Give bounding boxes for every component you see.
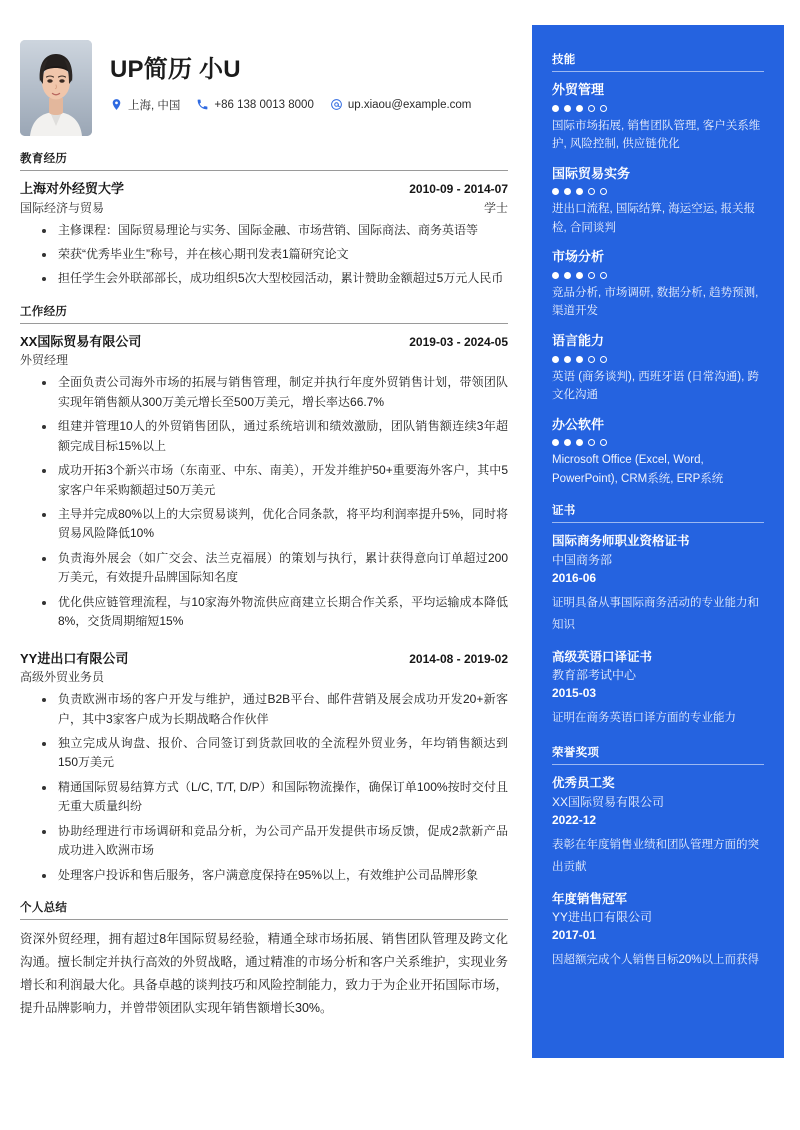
skill-item [552, 165, 764, 238]
skill-dot-filled [552, 439, 559, 446]
skill-description: 竞品分析, 市场调研, 数据分析, 趋势预测, 渠道开发 [552, 287, 759, 318]
education-school: 上海对外经贸大学 [20, 181, 125, 196]
skill-level-dots [552, 356, 764, 363]
award-issuer: XX国际贸易有限公司 [552, 794, 665, 809]
skill-item [552, 416, 764, 489]
sidebar-section-skills [552, 51, 764, 488]
skill-item [552, 248, 764, 321]
sidebar-divider [552, 764, 764, 765]
skill-dot-filled [576, 272, 583, 279]
contact-location [110, 97, 180, 113]
list-item: 全面负责公司海外市场的拓展与销售管理，制定并执行年度外贸销售计划，带领团队实现年销售额从300万美元增长至500万美元，增长率达66.7% [20, 373, 508, 412]
person-name: UP简历 小U [110, 56, 241, 83]
list-item: 负责海外展会（如广交会、法兰克福展）的策划与执行，累计获得意向订单超过200万美元，有效提升品牌国际知名度 [20, 549, 508, 588]
certificate-issuer: 中国商务部 [552, 552, 613, 567]
skill-item [552, 332, 764, 405]
section-education [20, 150, 508, 289]
certificate-name: 国际商务师职业资格证书 [552, 534, 690, 549]
skill-dot-filled [552, 356, 559, 363]
list-item: 处理客户投诉和售后服务，客户满意度保持在95%以上，有效维护公司品牌形象 [20, 866, 508, 885]
work-bullets [20, 373, 508, 631]
work-role: 高级外贸业务员 [20, 670, 105, 685]
section-title-work: 工作经历 [20, 305, 68, 318]
award-description: 因超额完成个人销售目标20%以上而获得 [552, 954, 760, 967]
skill-dot-filled [564, 356, 571, 363]
phone-icon [196, 98, 209, 111]
section-divider [20, 170, 508, 171]
award-date: 2017-01 [552, 928, 597, 943]
section-title-summary: 个人总结 [20, 902, 68, 914]
award-date: 2022-12 [552, 812, 597, 827]
education-degree: 学士 [483, 200, 508, 215]
award-name: 年度销售冠军 [552, 891, 628, 906]
section-divider [20, 919, 508, 920]
skill-level-dots [552, 272, 764, 279]
skill-dot-empty [588, 439, 595, 446]
profile-photo [20, 40, 92, 136]
certificate-issuer: 教育部考试中心 [552, 668, 637, 683]
work-entry-sub [20, 668, 508, 686]
section-work-experience [20, 303, 508, 885]
skill-dot-empty [588, 188, 595, 195]
skill-dot-filled [576, 439, 583, 446]
section-title-education: 教育经历 [20, 153, 68, 165]
skill-dot-empty [588, 356, 595, 363]
sidebar-divider [552, 522, 764, 523]
list-item: 主导并完成80%以上的大宗贸易谈判，优化合同条款，将平均利润率提升5%，同时将贸易风险降低10% [20, 505, 508, 544]
list-item: 优化供应链管理流程，与10家海外物流供应商建立长期合作关系，平均运输成本降低8%，交货周期缩短15% [20, 593, 508, 632]
certificate-description: 证明在商务英语口译方面的专业能力 [552, 712, 736, 725]
skill-description: 英语 (商务谈判), 西班牙语 (日常沟通), 跨文化沟通 [552, 370, 759, 402]
skill-name: 办公软件 [552, 416, 605, 432]
work-entry-head [20, 649, 508, 669]
list-item: 荣获“优秀毕业生”称号，并在核心期刊发表1篇研究论文 [20, 245, 508, 264]
contact-row [110, 97, 481, 113]
skill-dot-filled [576, 356, 583, 363]
award-item [552, 890, 764, 973]
skill-description: 进出口流程, 国际结算, 海运空运, 报关报检, 合同谈判 [552, 203, 756, 234]
skill-level-dots [552, 105, 764, 112]
list-item: 成功开拓3个新兴市场（东南亚、中东、南美），开发并维护50+重要海外客户，其中5家客户年采购额超过50万美元 [20, 461, 508, 500]
skill-dot-filled [564, 188, 571, 195]
skill-dot-filled [564, 272, 571, 279]
education-entry-head [20, 179, 508, 199]
award-description: 表彰在年度销售业绩和团队管理方面的突出贡献 [552, 838, 759, 873]
work-entry-head [20, 332, 508, 352]
skill-dot-filled [552, 272, 559, 279]
list-item: 主修课程：国际贸易理论与实务、国际金融、市场营销、国际商法、商务英语等 [20, 221, 508, 240]
skill-dot-empty [600, 356, 607, 363]
contact-phone [196, 98, 313, 111]
skill-item [552, 81, 764, 154]
certificate-date: 2016-06 [552, 570, 597, 585]
sidebar-title-skills: 技能 [552, 54, 576, 66]
certificate-date: 2015-03 [552, 686, 597, 701]
education-entry-sub [20, 199, 508, 217]
list-item: 组建并管理10人的外贸销售团队，通过系统培训和绩效激励，团队销售额连续3年超额完成目标15%以上 [20, 417, 508, 456]
skill-dot-filled [552, 188, 559, 195]
skill-name: 外贸管理 [552, 82, 605, 97]
contact-location-text: 上海, 中国 [128, 99, 181, 112]
sidebar-divider [552, 71, 764, 72]
list-item: 协助经理进行市场调研和竞品分析，为公司产品开发提供市场反馈，促成2款新产品成功进入欧洲市场 [20, 822, 508, 861]
award-item [552, 774, 764, 878]
education-major: 国际经济与贸易 [20, 200, 105, 215]
skill-dot-empty [600, 272, 607, 279]
contact-email [330, 98, 472, 111]
education-date: 2010-09 - 2014-07 [409, 182, 508, 196]
sidebar-section-certificates [552, 502, 764, 730]
sidebar-title-certificates: 证书 [552, 505, 576, 518]
award-name: 优秀员工奖 [552, 776, 615, 791]
skill-dot-empty [600, 105, 607, 112]
work-role: 外贸经理 [20, 353, 69, 368]
certificate-name: 高级英语口译证书 [552, 649, 653, 664]
work-company: YY进出口有限公司 [20, 650, 129, 666]
location-pin-icon [110, 98, 123, 111]
skill-dot-filled [576, 188, 583, 195]
work-entry [20, 649, 508, 885]
skill-dot-filled [564, 439, 571, 446]
certificate-item [552, 532, 764, 636]
work-date: 2019-03 - 2024-05 [409, 334, 508, 349]
sidebar-title-awards: 荣誉奖项 [552, 747, 600, 760]
contact-phone-text: +86 138 0013 8000 [214, 98, 314, 111]
list-item: 精通国际贸易结算方式（L/C, T/T, D/P）和国际物流操作，确保订单100%按时交付且无重大质量纠纷 [20, 778, 508, 817]
email-at-icon [330, 98, 343, 111]
section-divider [20, 323, 508, 324]
header-text-block [110, 40, 481, 113]
education-entry [20, 179, 508, 289]
list-item: 独立完成从询盘、报价、合同签订到货款回收的全流程外贸业务，年均销售额达到150万美元 [20, 734, 508, 773]
work-company: XX国际贸易有限公司 [20, 333, 142, 349]
skill-name: 语言能力 [552, 332, 605, 348]
education-bullets [20, 221, 508, 289]
skill-level-dots [552, 439, 764, 446]
skill-dot-empty [588, 272, 595, 279]
work-entry [20, 332, 508, 632]
skill-description: 国际市场拓展, 销售团队管理, 客户关系维护, 风险控制, 供应链优化 [552, 119, 761, 151]
skill-dot-filled [552, 105, 559, 112]
list-item: 担任学生会外联部部长，成功组织5次大型校园活动，累计赞助金额超过5万元人民币 [20, 269, 508, 288]
skill-dot-empty [600, 439, 607, 446]
skill-name: 国际贸易实务 [552, 165, 631, 181]
work-date: 2014-08 - 2019-02 [409, 651, 508, 666]
resume-sidebar [532, 25, 784, 1058]
skill-dot-empty [588, 105, 595, 112]
work-bullets [20, 690, 508, 885]
skill-level-dots [552, 188, 764, 195]
work-entry-sub [20, 351, 508, 369]
skill-dot-filled [564, 105, 571, 112]
skill-dot-filled [576, 105, 583, 112]
summary-text: 资深外贸经理，拥有超过8年国际贸易经验，精通全球市场拓展、销售团队管理及跨文化沟通。擅长制定并执行高效的外贸战略，通过精准的市场分析和客户关系维护，实现业务增长和利润最大化。具备卓越的谈判技巧和风险控制能力，致力于为企业开拓国际市场，提升品牌影响力，并曾带领团队实现年销售额增长30%。 [20, 932, 508, 1016]
list-item: 负责欧洲市场的客户开发与维护，通过B2B平台、邮件营销及展会成功开发20+新客户，其中3家客户成为长期战略合作伙伴 [20, 690, 508, 729]
resume-header [20, 40, 508, 136]
skill-dot-empty [600, 188, 607, 195]
spacer [20, 637, 508, 649]
contact-email-text: up.xiaou@example.com [347, 98, 472, 111]
certificate-description: 证明具备从事国际商务活动的专业能力和知识 [552, 596, 759, 631]
section-summary [20, 899, 508, 1021]
certificate-item [552, 648, 764, 731]
skill-description: Microsoft Office (Excel, Word, PowerPoint), CRM系统, ERP系统 [552, 454, 724, 485]
award-issuer: YY进出口有限公司 [552, 910, 653, 925]
skill-name: 市场分析 [552, 249, 605, 265]
sidebar-section-awards [552, 744, 764, 972]
